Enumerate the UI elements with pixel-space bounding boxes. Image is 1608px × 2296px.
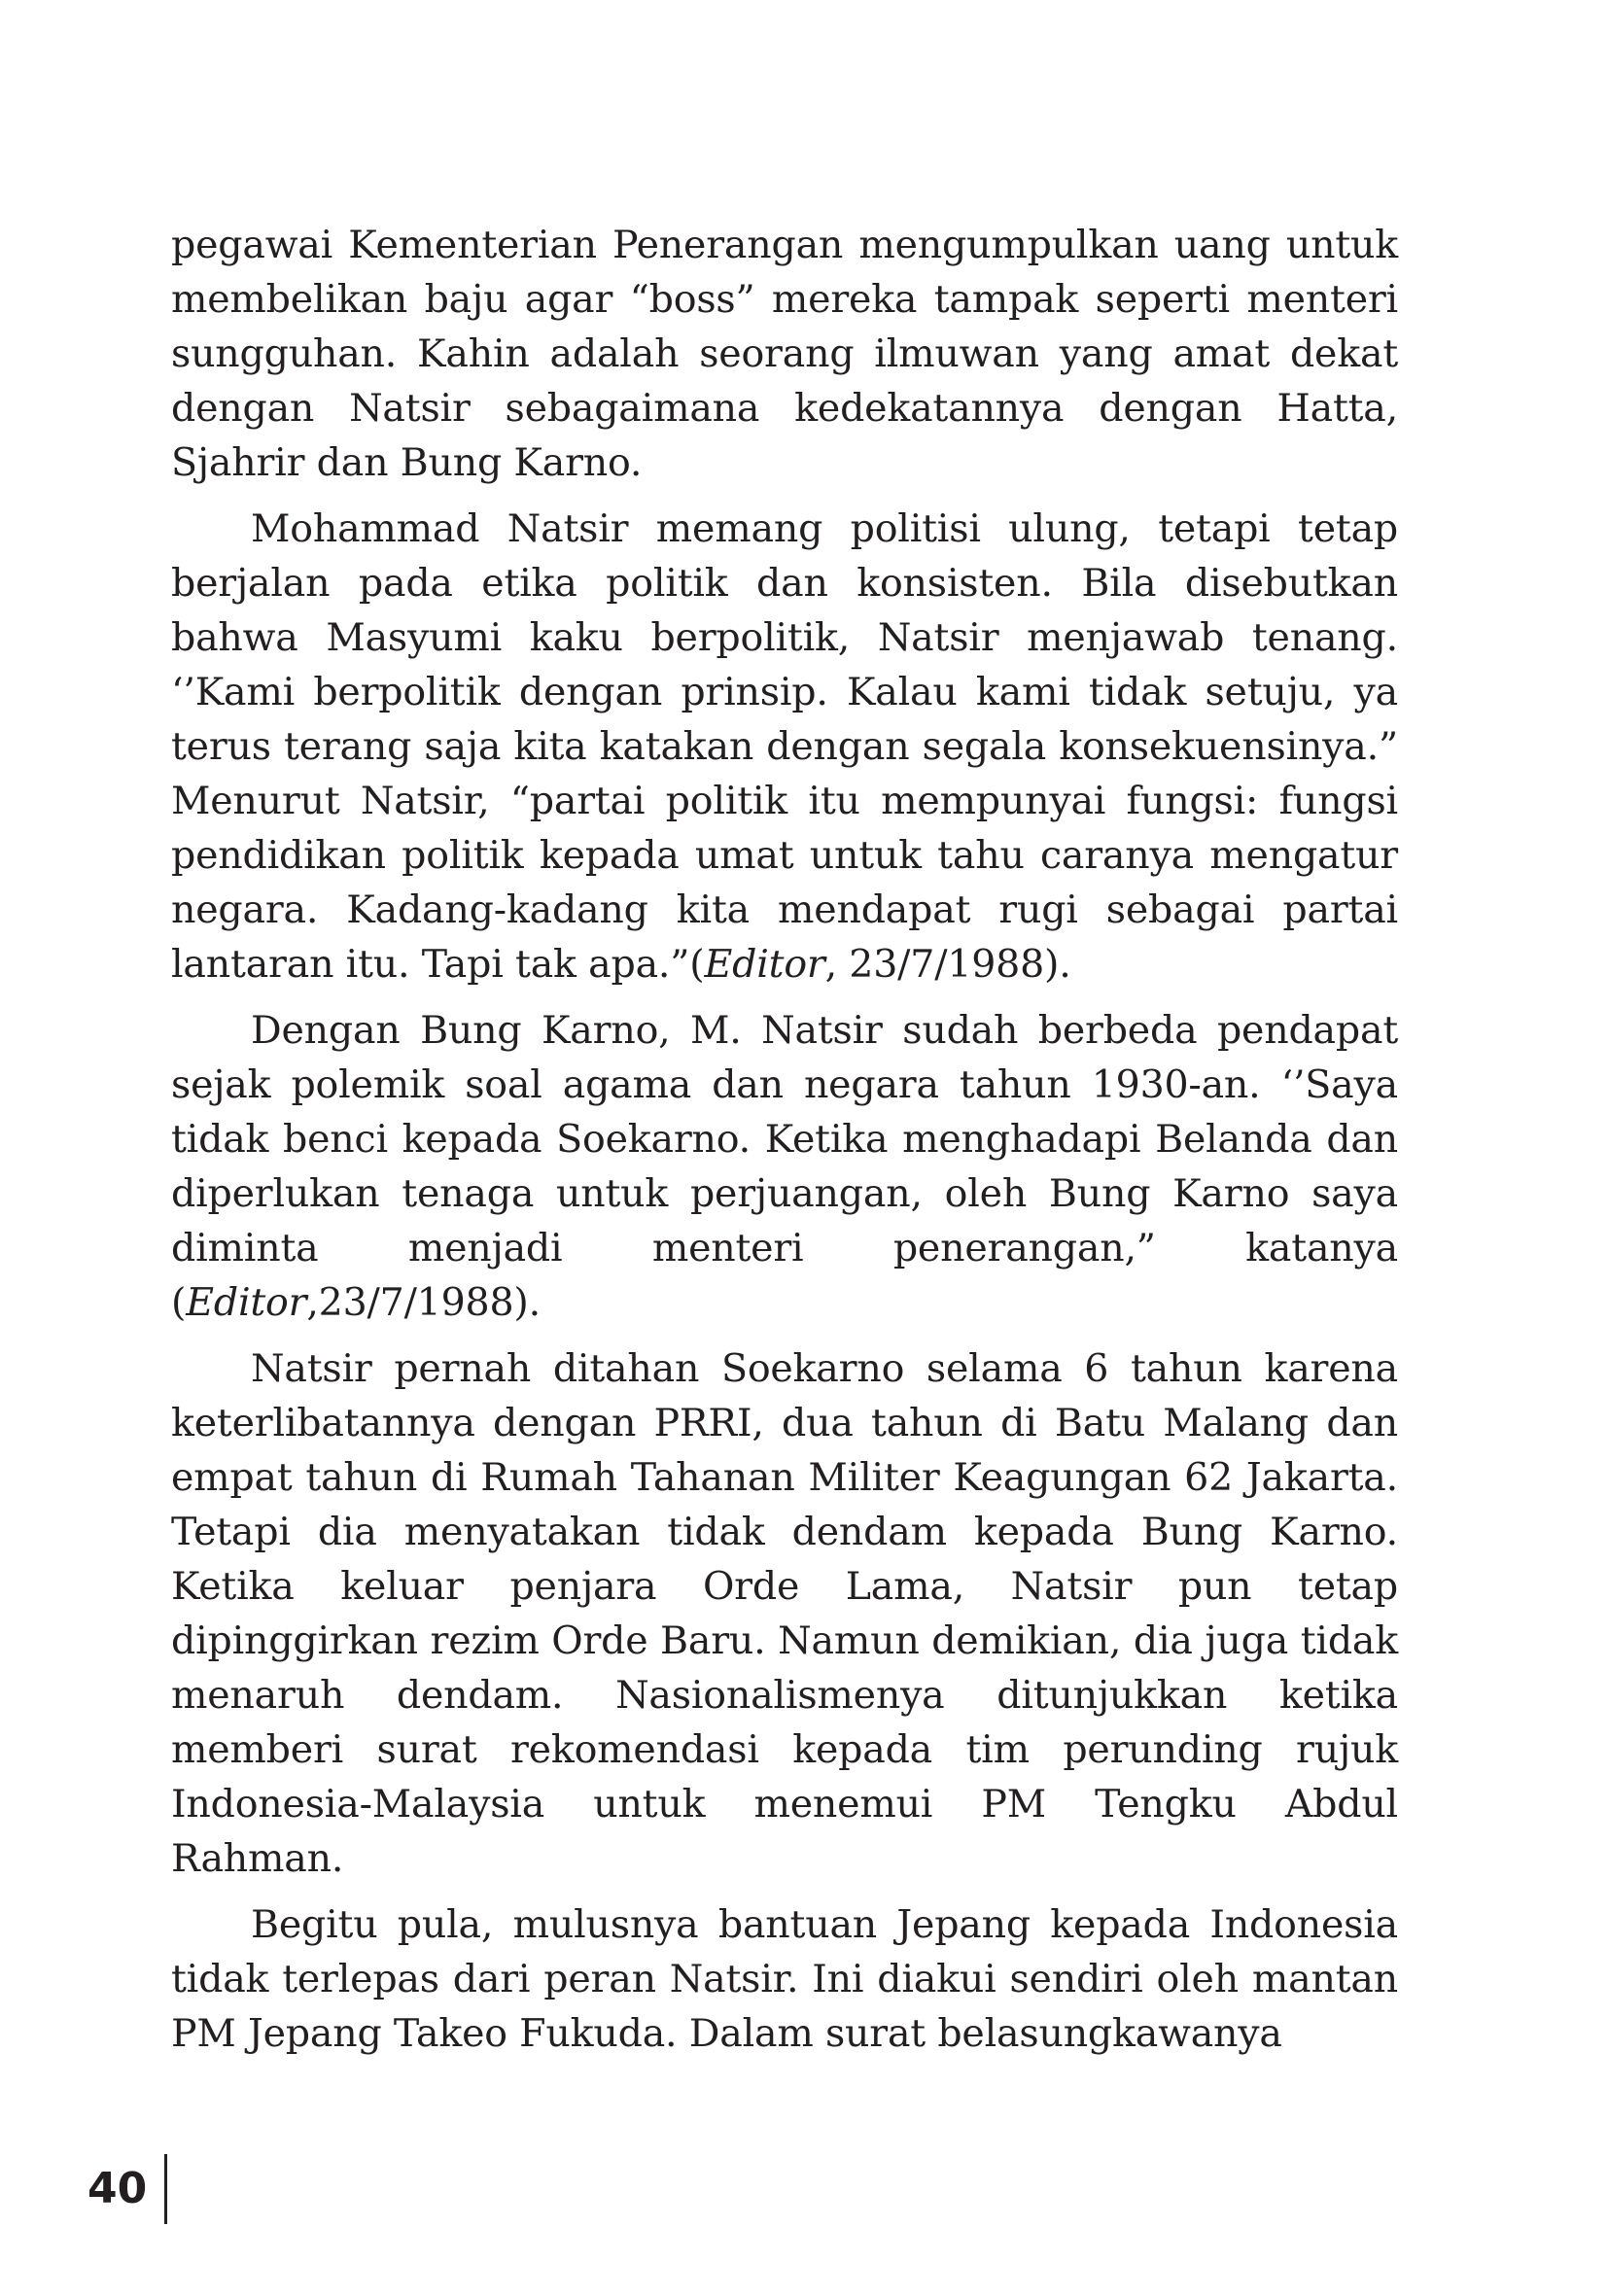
paragraph-4: Natsir pernah ditahan Soekarno selama 6 tahun karena keterlibatannya dengan PRRI, dua tahun di Batu Malang dan empat tahun di Rumah Tahanan Militer Keagungan 62 Jakarta. Tetapi dia menyatakan tidak dendam kepada Bung Karno. Ketika keluar penjara Orde Lama, Natsir pun tetap dipinggirkan rezim Orde Baru. Namun demikian, dia juga tidak menaruh dendam. Nasionalismenya ditunjukkan ketika memberi surat rekomendasi kepada tim perunding rujuk Indonesia-Malaysia untuk menemui PM Tengku Abdul Rahman. [171, 1346, 1398, 1881]
paragraph-3-citation: Editor [186, 1280, 307, 1325]
paragraph-2 [171, 502, 1398, 991]
page-number-divider [164, 2154, 167, 2224]
paragraph-3 [171, 1003, 1398, 1330]
paragraph-2-text: Mohammad Natsir memang politisi ulung, tetapi tetap berjalan pada etika politik dan konsisten. Bila disebutkan bahwa Masyumi kaku berpolitik, Natsir menjawab tenang. ‘’Kami berpolitik dengan prinsip. Kalau kami tidak setuju, ya terus terang saja kita katakan dengan segala konsekuensinya.” Menurut Natsir, “partai politik itu mempunyai fungsi: fungsi pendidikan politik kepada umat untuk tahu caranya mengatur negara. Kadang-kadang kita mendapat rugi sebagai partai lantaran itu. Tapi tak apa.”( [171, 506, 1398, 987]
paragraph-1: pegawai Kementerian Penerangan mengumpulkan uang untuk membelikan baju agar “boss” mereka tampak seperti menteri sungguhan. Kahin adalah seorang ilmuwan yang amat dekat dengan Natsir sebagaimana kedekatannya dengan Hatta, Sjahrir dan Bung Karno. [171, 223, 1398, 485]
page-number: 40 [87, 2164, 148, 2213]
paragraph-3-text: Dengan Bung Karno, M. Natsir sudah berbeda pendapat sejak polemik soal agama dan negara tahun 1930-an. ‘’Saya tidak benci kepada Soekarno. Ketika menghadapi Belanda dan diperlukan tenaga untuk perjuangan, oleh Bung Karno saya diminta menjadi menteri penerangan,” katanya ( [171, 1008, 1398, 1325]
paragraph-2-citation: Editor [704, 942, 825, 987]
paragraph-5: Begitu pula, mulusnya bantuan Jepang kepada Indonesia tidak terlepas dari peran Natsir. Ini diakui sendiri oleh mantan PM Jepang Takeo Fukuda. Dalam surat belasungkawanya [171, 1902, 1398, 2056]
paragraph-3-citation-date: ,23/7/1988). [306, 1280, 541, 1325]
paragraph-2-citation-date: , 23/7/1988). [824, 942, 1071, 987]
body-text [171, 218, 1398, 2061]
